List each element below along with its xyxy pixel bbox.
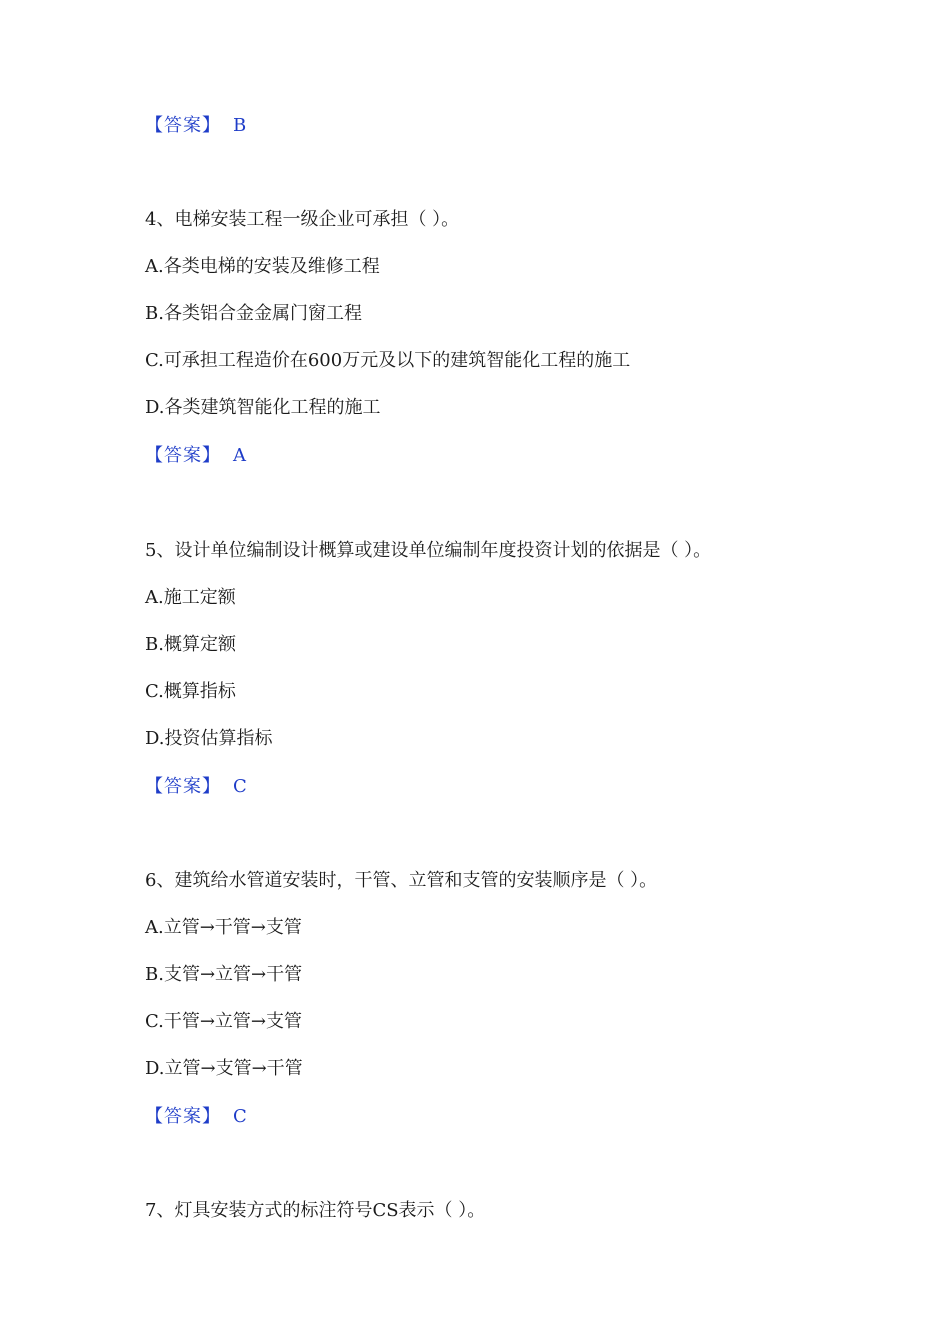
- question-stem: 6、建筑给水管道安装时，干管、立管和支管的安装顺序是（ ）。: [145, 870, 658, 891]
- answer-label: 【答案】: [145, 115, 221, 136]
- question-stem: 7、灯具安装方式的标注符号CS表示（ ）。: [145, 1200, 486, 1221]
- answer-value: C: [233, 1106, 247, 1127]
- option-b: B.概算定额: [145, 634, 236, 655]
- option-b: B.支管→立管→干管: [145, 964, 303, 985]
- question-stem: 5、设计单位编制设计概算或建设单位编制年度投资计划的依据是（ ）。: [145, 540, 712, 561]
- answer-line: [145, 444, 246, 468]
- answer-line: [145, 114, 246, 138]
- answer-label: 【答案】: [145, 776, 221, 797]
- option-d: D.投资估算指标: [145, 728, 273, 749]
- answer-value: C: [233, 776, 247, 797]
- option-c: C.可承担工程造价在600万元及以下的建筑智能化工程的施工: [145, 350, 631, 371]
- answer-line: [145, 775, 247, 799]
- option-a: A.施工定额: [145, 587, 236, 608]
- option-d: D.立管→支管→干管: [145, 1058, 303, 1079]
- answer-line: [145, 1105, 247, 1129]
- answer-label: 【答案】: [145, 1106, 221, 1127]
- answer-value: B: [233, 115, 247, 136]
- option-b: B.各类铝合金金属门窗工程: [145, 303, 362, 324]
- question-stem: 4、电梯安装工程一级企业可承担（ ）。: [145, 209, 460, 230]
- answer-value: A: [233, 445, 246, 466]
- option-a: A.各类电梯的安装及维修工程: [145, 256, 380, 277]
- option-c: C.概算指标: [145, 681, 236, 702]
- option-d: D.各类建筑智能化工程的施工: [145, 397, 381, 418]
- answer-label: 【答案】: [145, 445, 221, 466]
- option-c: C.干管→立管→支管: [145, 1011, 303, 1032]
- option-a: A.立管→干管→支管: [145, 917, 302, 938]
